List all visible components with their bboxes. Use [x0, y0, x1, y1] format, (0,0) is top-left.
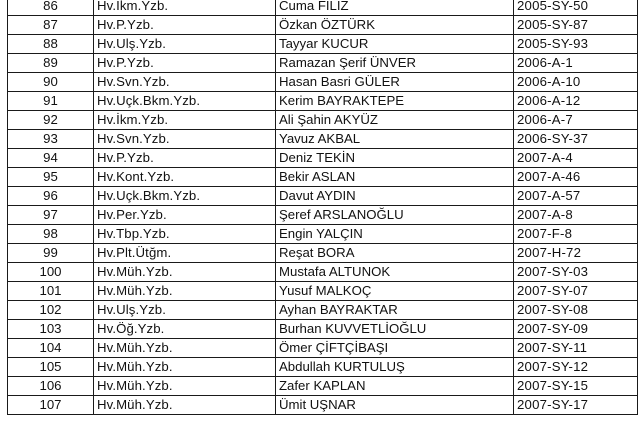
name-cell: Şeref ARSLANOĞLU [276, 206, 514, 225]
rank-cell: Hv.Müh.Yzb. [94, 377, 276, 396]
row-number: 107 [8, 396, 94, 415]
table-row [8, 92, 638, 111]
name-cell: Davut AYDIN [276, 187, 514, 206]
table-row [8, 130, 638, 149]
row-number: 100 [8, 263, 94, 282]
name-cell: Ali Şahin AKYÜZ [276, 111, 514, 130]
table-row [8, 206, 638, 225]
table-row [8, 73, 638, 92]
name-cell: Yavuz AKBAL [276, 130, 514, 149]
rank-cell: Hv.Ulş.Yzb. [94, 301, 276, 320]
rank-cell: Hv.Uçk.Bkm.Yzb. [94, 187, 276, 206]
rank-cell: Hv.Müh.Yzb. [94, 358, 276, 377]
rank-cell: Hv.Per.Yzb. [94, 206, 276, 225]
row-number: 90 [8, 73, 94, 92]
row-number: 97 [8, 206, 94, 225]
registry-number-cell: 2006-SY-37 [514, 130, 638, 149]
name-cell: Ümit UŞNAR [276, 396, 514, 415]
table-row [8, 301, 638, 320]
row-number: 104 [8, 339, 94, 358]
rank-cell: Hv.Svn.Yzb. [94, 130, 276, 149]
table-row [8, 187, 638, 206]
name-cell: Burhan KUVVETLİOĞLU [276, 320, 514, 339]
registry-number-cell: 2007-A-57 [514, 187, 638, 206]
name-cell: Tayyar KUCUR [276, 35, 514, 54]
name-cell: Özkan ÖZTÜRK [276, 16, 514, 35]
registry-number-cell: 2007-SY-12 [514, 358, 638, 377]
registry-number-cell: 2007-SY-08 [514, 301, 638, 320]
registry-number-cell: 2006-A-12 [514, 92, 638, 111]
row-number: 103 [8, 320, 94, 339]
table-row [8, 149, 638, 168]
table-row [8, 168, 638, 187]
rank-cell: Hv.Öğ.Yzb. [94, 320, 276, 339]
table-row [8, 225, 638, 244]
personnel-table-body [8, 0, 638, 415]
rank-cell: Hv.Müh.Yzb. [94, 339, 276, 358]
name-cell: Hasan Basri GÜLER [276, 73, 514, 92]
registry-number-cell: 2007-H-72 [514, 244, 638, 263]
table-row [8, 263, 638, 282]
row-number: 101 [8, 282, 94, 301]
table-row [8, 244, 638, 263]
rank-cell: Hv.İkm.Yzb. [94, 0, 276, 16]
row-number: 102 [8, 301, 94, 320]
registry-number-cell: 2007-A-8 [514, 206, 638, 225]
table-row [8, 320, 638, 339]
name-cell: Engin YALÇIN [276, 225, 514, 244]
table-row [8, 339, 638, 358]
table-row [8, 282, 638, 301]
row-number: 87 [8, 16, 94, 35]
name-cell: Kerim BAYRAKTEPE [276, 92, 514, 111]
rank-cell: Hv.İkm.Yzb. [94, 111, 276, 130]
rank-cell: Hv.P.Yzb. [94, 16, 276, 35]
row-number: 88 [8, 35, 94, 54]
name-cell: Zafer KAPLAN [276, 377, 514, 396]
registry-number-cell: 2005-SY-50 [514, 0, 638, 16]
registry-number-cell: 2007-SY-03 [514, 263, 638, 282]
table-row [8, 377, 638, 396]
row-number: 93 [8, 130, 94, 149]
table-row [8, 396, 638, 415]
name-cell: Deniz TEKİN [276, 149, 514, 168]
row-number: 92 [8, 111, 94, 130]
row-number: 89 [8, 54, 94, 73]
registry-number-cell: 2007-A-4 [514, 149, 638, 168]
table-row [8, 16, 638, 35]
rank-cell: Hv.Svn.Yzb. [94, 73, 276, 92]
rank-cell: Hv.Plt.Ütğm. [94, 244, 276, 263]
name-cell: Cuma FİLİZ [276, 0, 514, 16]
rank-cell: Hv.Ulş.Yzb. [94, 35, 276, 54]
registry-number-cell: 2006-A-1 [514, 54, 638, 73]
table-row [8, 54, 638, 73]
row-number: 106 [8, 377, 94, 396]
registry-number-cell: 2005-SY-93 [514, 35, 638, 54]
name-cell: Ömer ÇİFTÇİBAŞI [276, 339, 514, 358]
rank-cell: Hv.Müh.Yzb. [94, 263, 276, 282]
registry-number-cell: 2007-SY-11 [514, 339, 638, 358]
personnel-table [7, 0, 638, 415]
row-number: 105 [8, 358, 94, 377]
rank-cell: Hv.Uçk.Bkm.Yzb. [94, 92, 276, 111]
row-number: 96 [8, 187, 94, 206]
row-number: 86 [8, 0, 94, 16]
table-row [8, 111, 638, 130]
registry-number-cell: 2006-A-7 [514, 111, 638, 130]
rank-cell: Hv.Müh.Yzb. [94, 282, 276, 301]
registry-number-cell: 2007-SY-09 [514, 320, 638, 339]
name-cell: Reşat BORA [276, 244, 514, 263]
row-number: 95 [8, 168, 94, 187]
name-cell: Ayhan BAYRAKTAR [276, 301, 514, 320]
table-row [8, 35, 638, 54]
registry-number-cell: 2007-A-46 [514, 168, 638, 187]
rank-cell: Hv.Müh.Yzb. [94, 396, 276, 415]
registry-number-cell: 2007-SY-17 [514, 396, 638, 415]
row-number: 98 [8, 225, 94, 244]
row-number: 94 [8, 149, 94, 168]
name-cell: Abdullah KURTULUŞ [276, 358, 514, 377]
rank-cell: Hv.P.Yzb. [94, 54, 276, 73]
registry-number-cell: 2007-F-8 [514, 225, 638, 244]
name-cell: Yusuf MALKOÇ [276, 282, 514, 301]
name-cell: Bekir ASLAN [276, 168, 514, 187]
table-row [8, 358, 638, 377]
rank-cell: Hv.Kont.Yzb. [94, 168, 276, 187]
name-cell: Mustafa ALTUNOK [276, 263, 514, 282]
row-number: 99 [8, 244, 94, 263]
registry-number-cell: 2007-SY-15 [514, 377, 638, 396]
rank-cell: Hv.Tbp.Yzb. [94, 225, 276, 244]
row-number: 91 [8, 92, 94, 111]
registry-number-cell: 2007-SY-07 [514, 282, 638, 301]
registry-number-cell: 2006-A-10 [514, 73, 638, 92]
name-cell: Ramazan Şerif ÜNVER [276, 54, 514, 73]
table-row [8, 0, 638, 16]
registry-number-cell: 2005-SY-87 [514, 16, 638, 35]
rank-cell: Hv.P.Yzb. [94, 149, 276, 168]
